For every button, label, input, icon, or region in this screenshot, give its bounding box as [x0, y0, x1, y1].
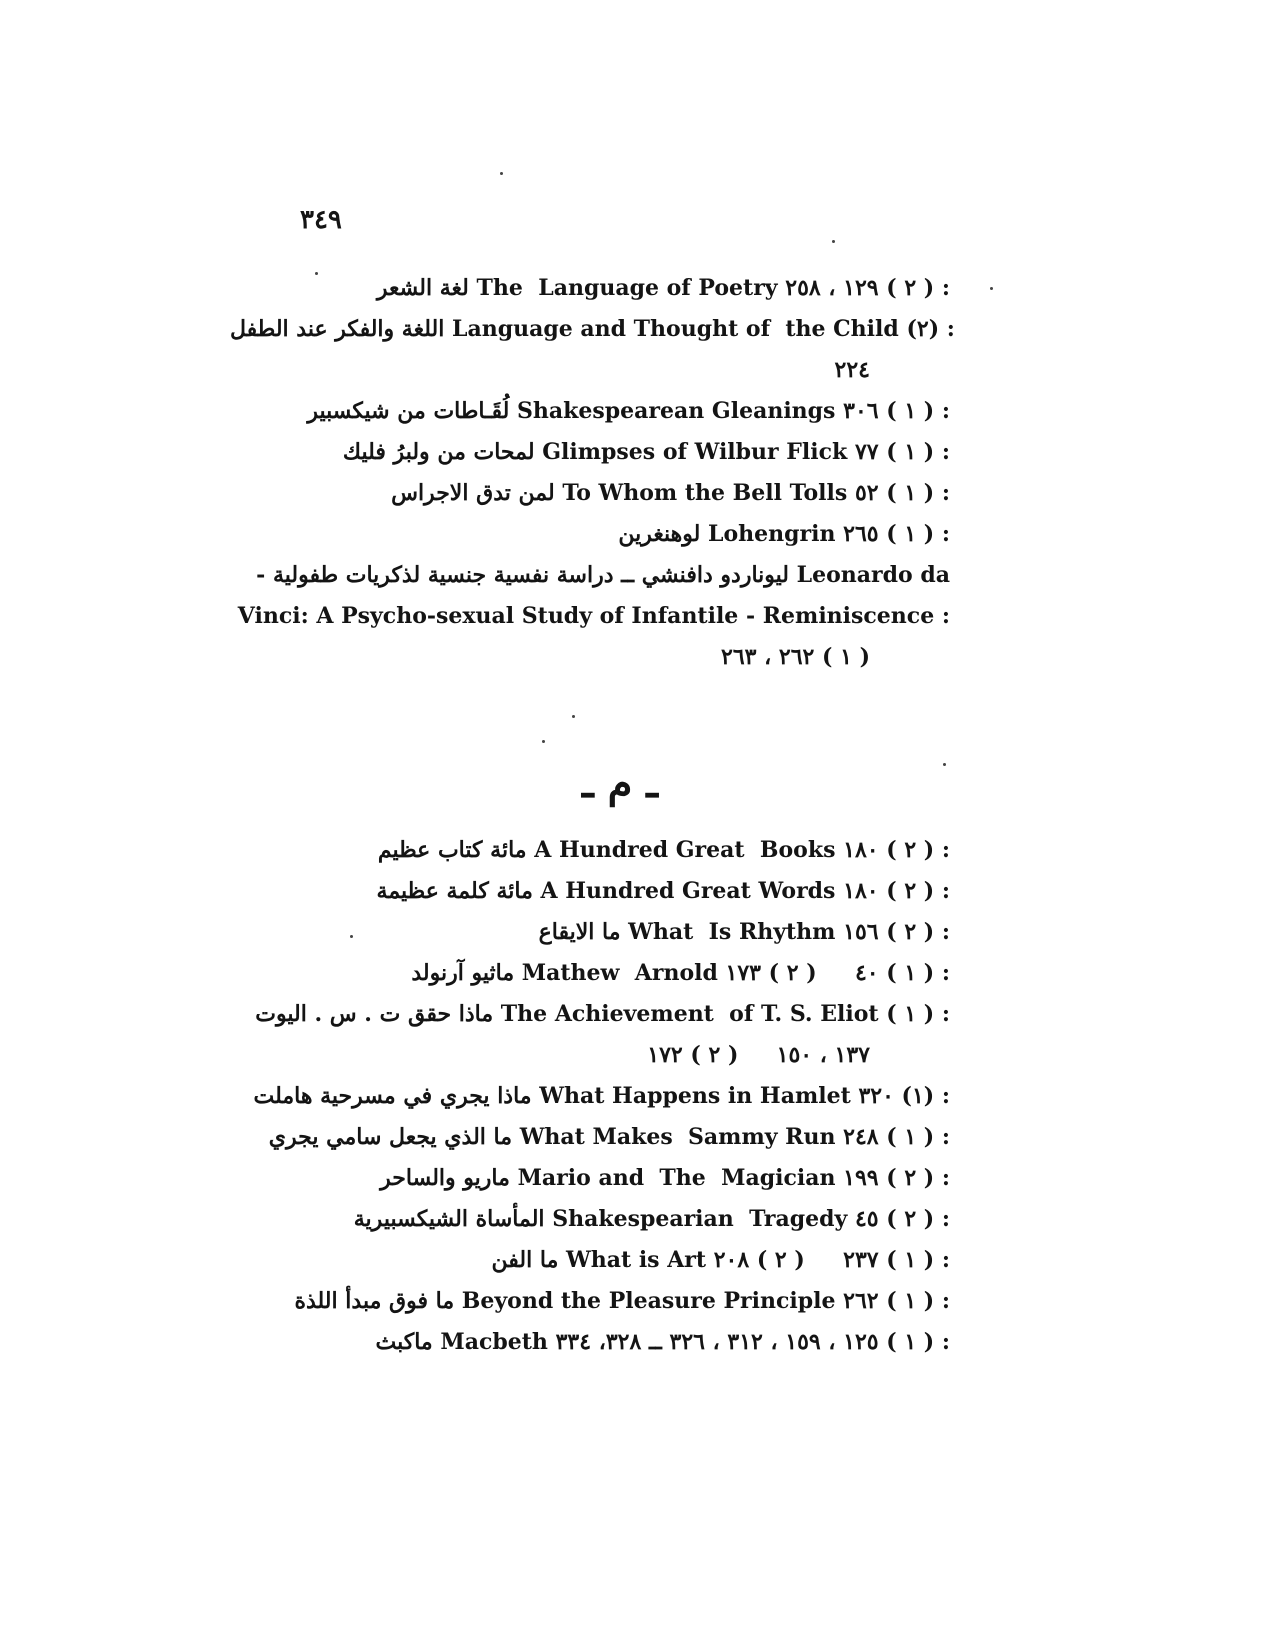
entry-page-refs: : ( ١ ) ٢٣٧ ( ٢ ) ٢٠٨ [713, 1247, 950, 1273]
entry-page-refs: : ( ٢ ) ١٩٩ [843, 1165, 950, 1191]
entry-page-refs: : ( ٢ ) ١٨٠ [843, 837, 950, 863]
entry-arabic-title: مائة كلمة عظيمة [376, 878, 533, 904]
index-entry [230, 391, 950, 432]
entry-english-title: Shakespearian Tragedy [552, 1206, 848, 1232]
entry-page-refs: : (٢) [906, 316, 955, 342]
index-entry [230, 473, 950, 514]
entry-arabic-title: ماكبث [375, 1329, 433, 1355]
entry-arabic-title: ما الذي يجعل سامي يجري [268, 1124, 513, 1150]
entry-page-refs: : ( ١ ) ٤٠ ( ٢ ) ١٧٣ [725, 960, 950, 986]
index-entry [230, 871, 950, 912]
entry-page-refs: : ( ١ ) ٧٧ [854, 439, 950, 465]
entry-english-title: To Whom the Bell Tolls [562, 480, 848, 506]
letter-heading-mim: ـ م ـ [581, 760, 659, 807]
scan-speck [990, 287, 993, 290]
entry-english-title: Leonardo da [796, 562, 950, 588]
index-entry [230, 912, 950, 953]
entry-english-title: Language and Thought of the Child [451, 316, 899, 342]
entry-english-title: A Hundred Great Books [534, 837, 836, 863]
entry-english-title: Macbeth [440, 1329, 548, 1355]
entry-arabic-title: لوهنغرين [618, 521, 701, 547]
entry-english-title: Vinci: A Psycho-sexual Study of Infantile - Reminiscence [237, 603, 935, 629]
entry-arabic-title: مائة كتاب عظيم [377, 837, 527, 863]
entry-english-title: What Happens in Hamlet [539, 1083, 851, 1109]
entry-arabic-title: لُقَـاطات من شيكسبير [307, 398, 510, 424]
entry-english-title: The Achievement of T. S. Eliot [500, 1001, 879, 1027]
entry-arabic-title: ما الفن [491, 1247, 559, 1273]
index-entry [230, 309, 955, 350]
entry-arabic-title: ما الايقاع [538, 919, 621, 945]
index-section-m [230, 830, 950, 1363]
entry-arabic-title: لغة الشعر [376, 275, 469, 301]
entry-page-refs: ( ١ ) ٢٦٢ ، ٢٦٣ [721, 644, 870, 670]
entry-english-title: Mathew Arnold [521, 960, 718, 986]
entry-arabic-title: ليوناردو دافنشي ــ دراسة نفسية جنسية لذكريات طفولية - [256, 562, 789, 588]
index-entry [230, 432, 950, 473]
index-entry [230, 1240, 950, 1281]
entry-page-refs: : ( ٢ ) ٤٥ [854, 1206, 950, 1232]
entry-arabic-title: اللغة والفكر عند الطفل [230, 316, 445, 342]
entry-arabic-title: المأساة الشيكسبيرية [353, 1206, 545, 1232]
index-entry [230, 514, 950, 555]
entry-arabic-title: لمن تدق الاجراس [391, 480, 555, 506]
entry-arabic-title: ما فوق مبدأ اللذة [294, 1288, 455, 1314]
entry-english-title: Mario and The Magician [517, 1165, 836, 1191]
entry-page-refs: : ( ٢ ) ١٢٩ ، ٢٥٨ [785, 275, 950, 301]
index-entry [230, 1076, 950, 1117]
scan-speck [832, 240, 835, 243]
scan-speck [500, 172, 503, 175]
entry-page-refs: ١٣٧ ، ١٥٠ ( ٢ ) ١٧٢ [647, 1042, 870, 1068]
entry-english-title: Glimpses of Wilbur Flick [542, 439, 848, 465]
entry-english-title: A Hundred Great Words [540, 878, 836, 904]
scan-speck [943, 763, 946, 766]
scan-speck [315, 272, 318, 275]
index-entry [230, 1158, 950, 1199]
index-section-l [230, 268, 955, 678]
index-entry [230, 1322, 950, 1363]
index-entry [230, 994, 950, 1035]
entry-page-refs: : ( ١ ) ١٢٥ ، ١٥٩ ، ٣١٢ ، ٣٢٦ ــ ٣٢٨، ٣٣٤ [555, 1329, 950, 1355]
entry-english-title: Shakespearean Gleanings [517, 398, 836, 424]
index-entry [230, 555, 950, 596]
index-entry [230, 1035, 950, 1076]
scan-speck [350, 935, 353, 938]
scan-speck [572, 715, 575, 718]
index-entry [230, 350, 950, 391]
entry-english-title: What Is Rhythm [628, 919, 836, 945]
entry-english-title: The Language of Poetry [476, 275, 778, 301]
index-entry [230, 637, 950, 678]
index-entry [230, 596, 950, 637]
entry-page-refs: : (١) ٣٢٠ [858, 1083, 950, 1109]
entry-page-refs: : [941, 603, 950, 629]
index-entry [230, 268, 950, 309]
entry-page-refs: : ( ١ ) ٢٦٢ [843, 1288, 950, 1314]
entry-english-title: What is Art [566, 1247, 707, 1273]
entry-english-title: What Makes Sammy Run [519, 1124, 836, 1150]
entry-page-refs: : ( ١ ) ٥٢ [854, 480, 950, 506]
index-entry [230, 953, 950, 994]
entry-page-refs: : ( ١ ) [886, 1001, 950, 1027]
entry-page-refs: : ( ١ ) ٢٤٨ [843, 1124, 950, 1150]
page-number: ٣٤٩ [300, 205, 342, 235]
entry-arabic-title: لمحات من ولبرُ فليك [342, 439, 535, 465]
entry-arabic-title: ماثيو آرنولد [411, 960, 515, 986]
index-entry [230, 1117, 950, 1158]
entry-page-refs: : ( ٢ ) ١٥٦ [843, 919, 950, 945]
scan-speck [542, 740, 545, 743]
entry-page-refs: : ( ١ ) ٣٠٦ [843, 398, 950, 424]
entry-arabic-title: ماذا يجري في مسرحية هاملت [253, 1083, 532, 1109]
entry-english-title: Beyond the Pleasure Principle [461, 1288, 836, 1314]
entry-arabic-title: ماريو والساحر [380, 1165, 510, 1191]
index-entry [230, 1199, 950, 1240]
index-entry [230, 1281, 950, 1322]
index-entry [230, 830, 950, 871]
entry-page-refs: ٢٢٤ [834, 357, 870, 383]
entry-english-title: Lohengrin [707, 521, 836, 547]
entry-page-refs: : ( ١ ) ٢٦٥ [843, 521, 950, 547]
entry-page-refs: : ( ٢ ) ١٨٠ [843, 878, 950, 904]
entry-arabic-title: ماذا حقق ت . س . اليوت [255, 1001, 494, 1027]
